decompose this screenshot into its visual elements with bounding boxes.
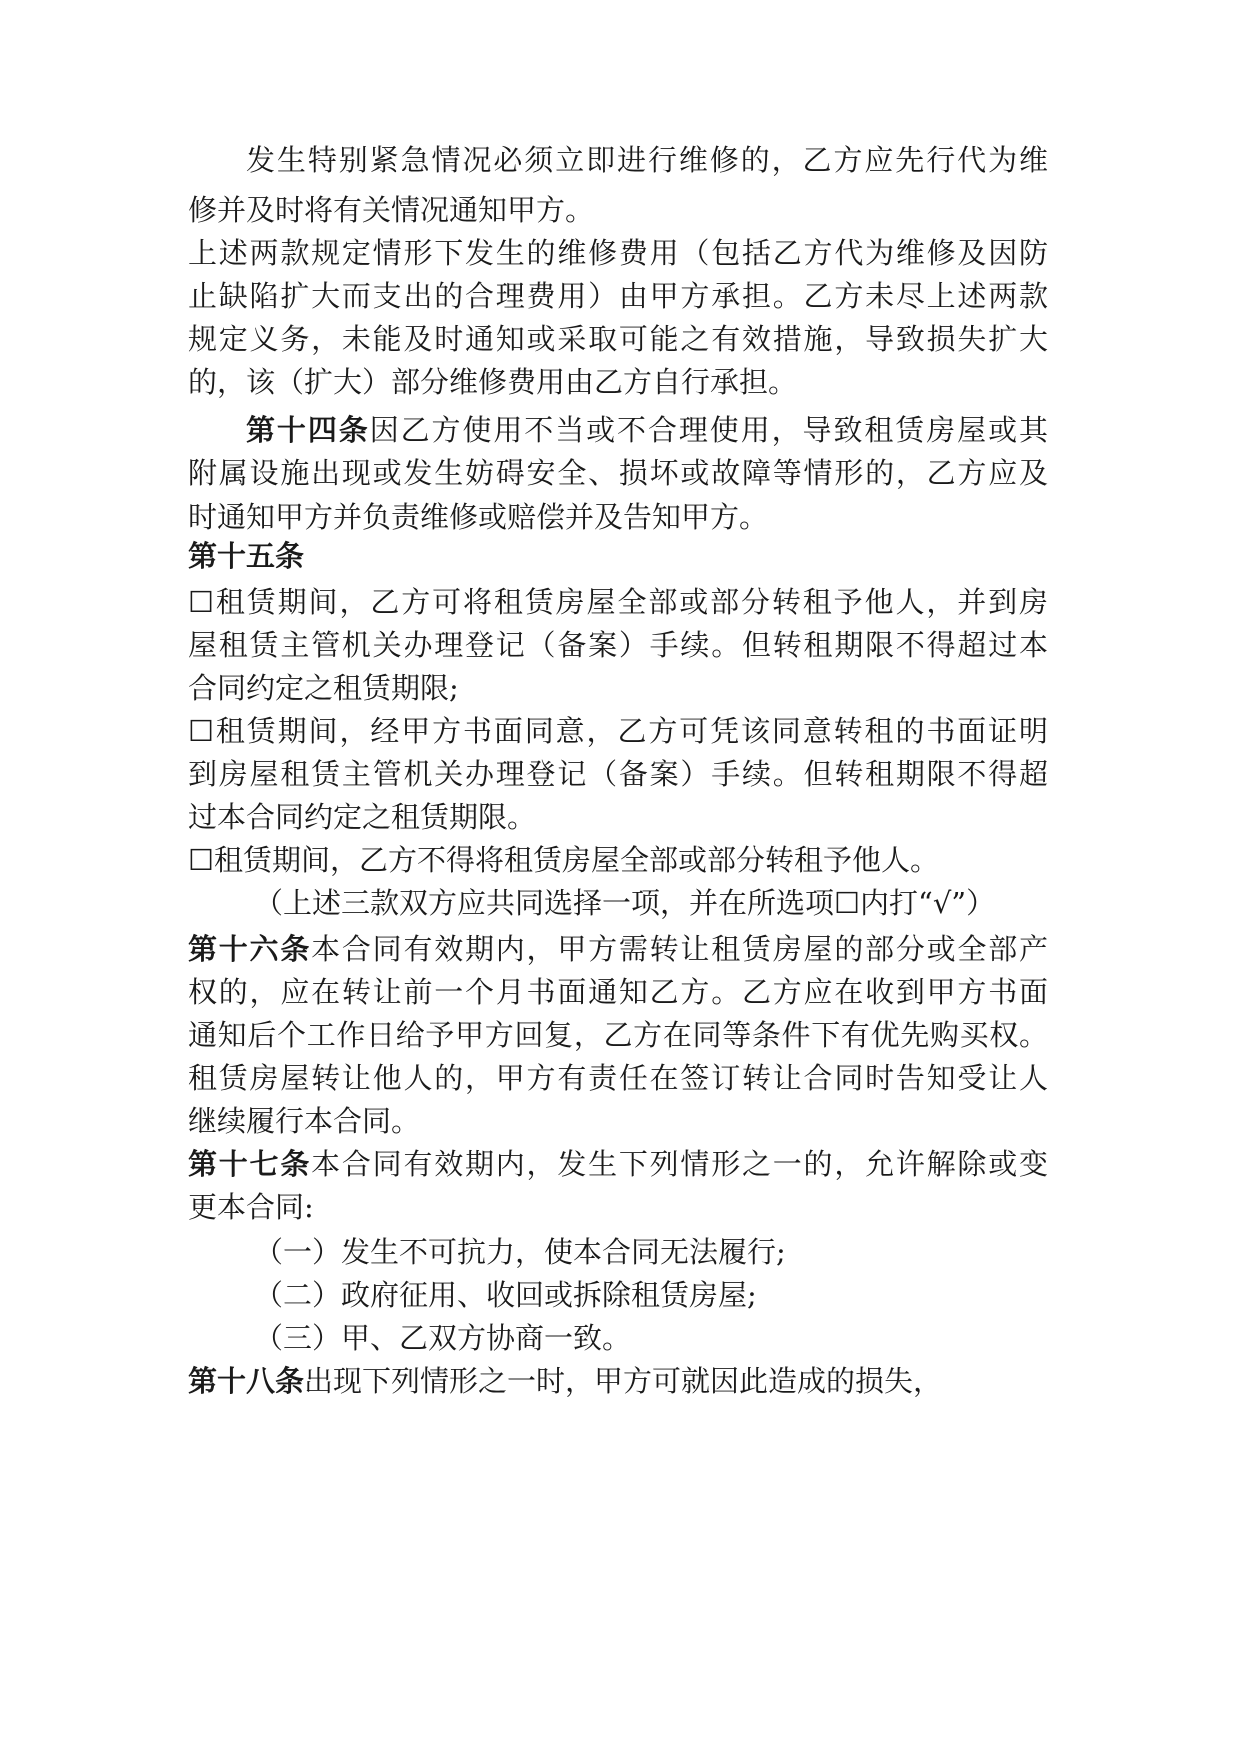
- article-text: 本合同有效期内，甲方需转让租赁房屋的部分或全部产: [311, 932, 1048, 966]
- article-heading: 第十六条: [188, 932, 312, 966]
- article-15-heading: 第十五条: [188, 539, 305, 573]
- selection-note: （上述三款双方应共同选择一项，并在所选项☐内打“√”）: [254, 886, 996, 920]
- article-text: 出现下列情形之一时，甲方可就因此造成的损失，: [304, 1364, 943, 1398]
- list-item: （一）发生不可抗力，使本合同无法履行;: [254, 1235, 786, 1269]
- paragraph-line: 通知后个工作日给予甲方回复，乙方在同等条件下有优先购买权。: [188, 1018, 1048, 1052]
- list-item: （二）政府征用、收回或拆除租赁房屋;: [254, 1278, 757, 1312]
- option-line: 合同约定之租赁期限;: [188, 671, 459, 705]
- option-line: 屋租赁主管机关办理登记（备案）手续。但转租期限不得超过本: [188, 628, 1048, 662]
- article-heading: 第十四条: [246, 413, 370, 447]
- list-item: （三）甲、乙双方协商一致。: [254, 1321, 632, 1355]
- option-line: ☐租赁期间，乙方可将租赁房屋全部或部分转租予他人，并到房: [188, 585, 1048, 619]
- article-18-line: [188, 1356, 1048, 1406]
- article-heading: 第十七条: [188, 1147, 312, 1181]
- paragraph-line: 发生特别紧急情况必须立即进行维修的，乙方应先行代为维: [246, 143, 1048, 177]
- article-text: 本合同有效期内，发生下列情形之一的，允许解除或变: [311, 1147, 1048, 1181]
- paragraph-line: 权的，应在转让前一个月书面通知乙方。乙方应在收到甲方书面: [188, 975, 1048, 1009]
- option-line: ☐租赁期间，经甲方书面同意，乙方可凭该同意转租的书面证明: [188, 714, 1048, 748]
- paragraph-line: 上述两款规定情形下发生的维修费用（包括乙方代为维修及因防: [188, 236, 1048, 270]
- article-text: 因乙方使用不当或不合理使用，导致租赁房屋或其: [369, 413, 1048, 447]
- paragraph-line: 的，该（扩大）部分维修费用由乙方自行承担。: [188, 365, 798, 399]
- paragraph-line: 修并及时将有关情况通知甲方。: [188, 193, 595, 227]
- option-line: 到房屋租赁主管机关办理登记（备案）手续。但转租期限不得超: [188, 757, 1048, 791]
- paragraph-line: 更本合同:: [188, 1190, 314, 1224]
- option-line: 过本合同约定之租赁期限。: [188, 800, 537, 834]
- paragraph-line: 继续履行本合同。: [188, 1104, 421, 1138]
- article-heading: 第十八条: [188, 1364, 305, 1398]
- paragraph-line: 附属设施出现或发生妨碍安全、损坏或故障等情形的，乙方应及: [188, 456, 1048, 490]
- paragraph-line: 止缺陷扩大而支出的合理费用）由甲方承担。乙方未尽上述两款: [188, 279, 1048, 313]
- option-line: ☐租赁期间，乙方不得将租赁房屋全部或部分转租予他人。: [188, 843, 939, 877]
- paragraph-line: 时通知甲方并负责维修或赔偿并及告知甲方。: [188, 500, 769, 534]
- paragraph-line: 租赁房屋转让他人的，甲方有责任在签订转让合同时告知受让人: [188, 1061, 1048, 1095]
- paragraph-line: 规定义务，未能及时通知或采取可能之有效措施，导致损失扩大: [188, 322, 1048, 356]
